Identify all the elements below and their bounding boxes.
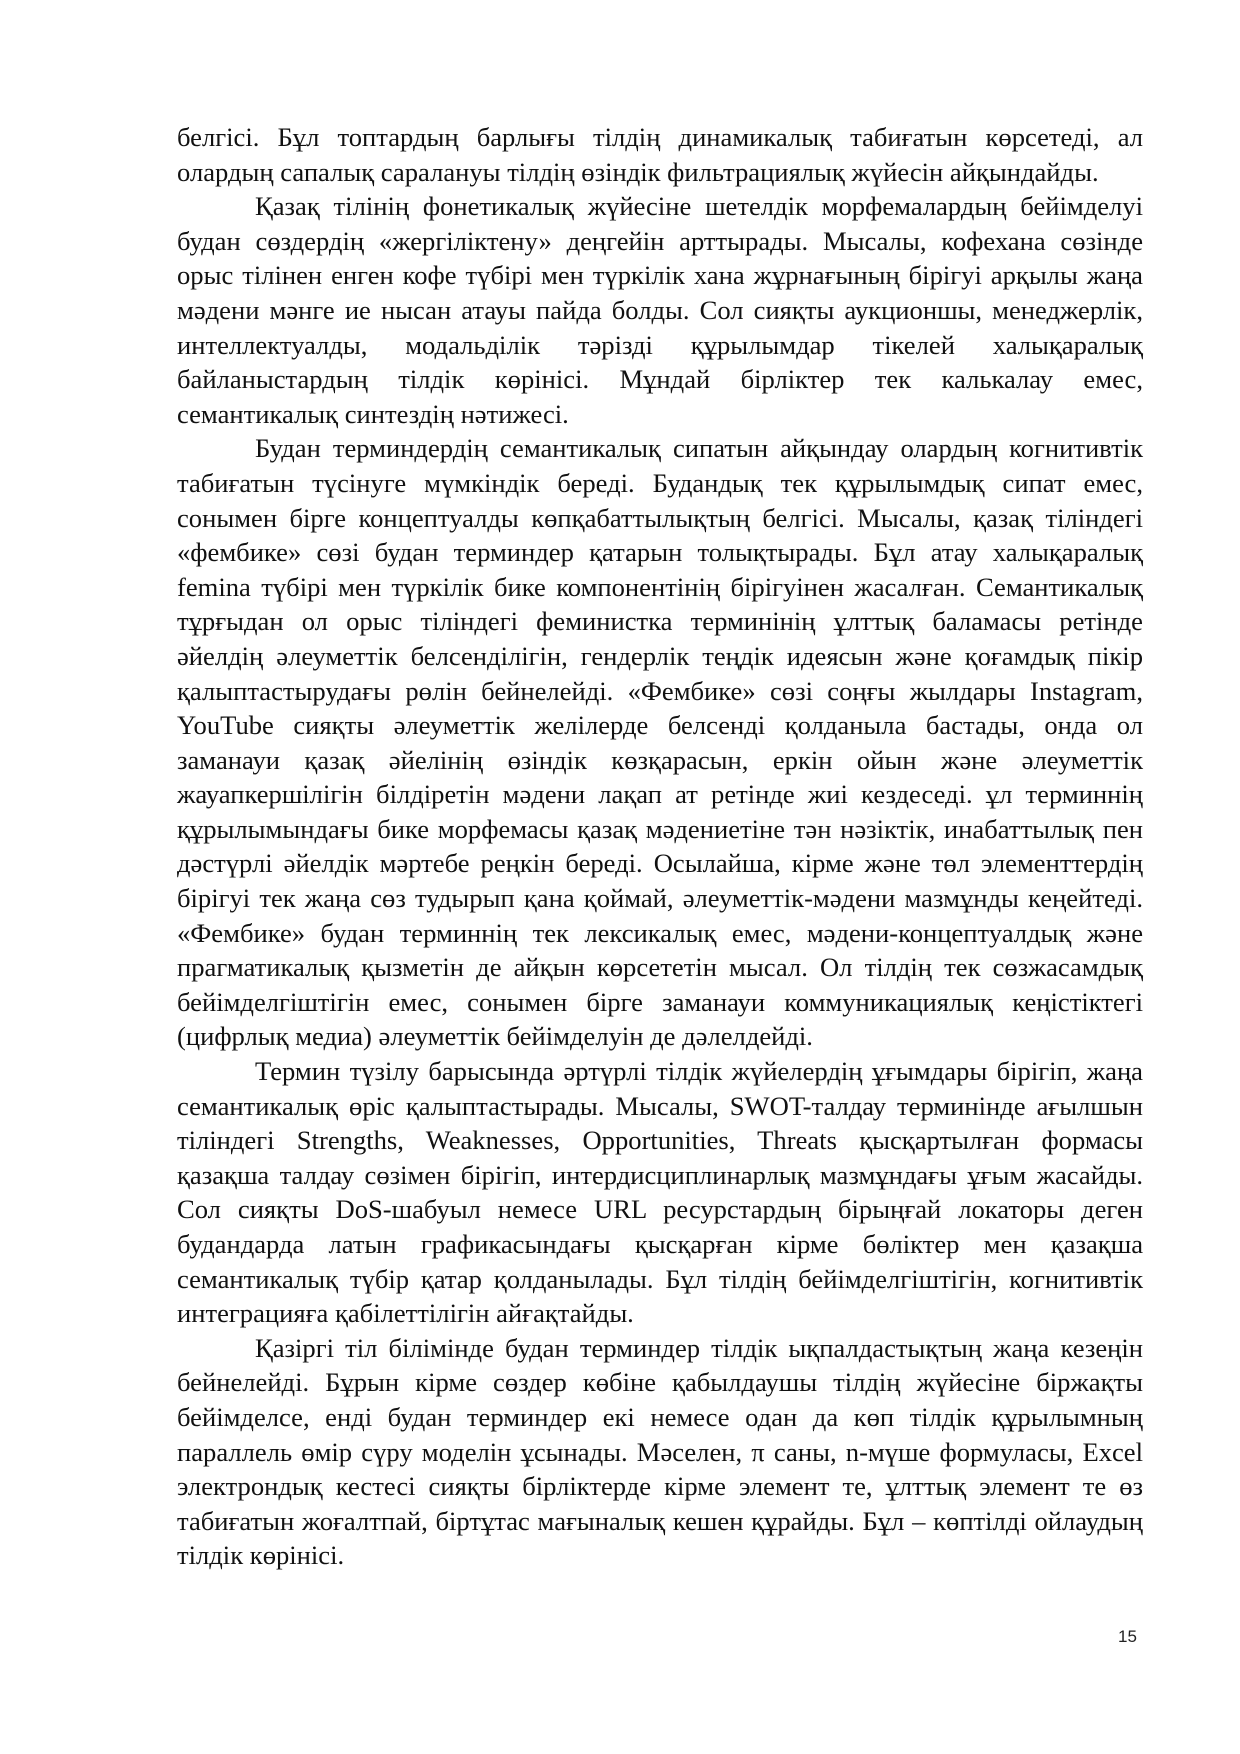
paragraph: Будан терминдердің семантикалық сипатын айқындау олардың когнитивтік табиғатын түсінуге мүмкіндік береді. Будандық тек құрылымдық сипат емес, сонымен бірге концептуалды көпқабаттылықтың белгісі. Мысалы, қазақ тіліндегі «фембике» сөзі будан терминдер қатарын толықтырады. Бұл атау халықаралық femina түбірі мен түркілік бике компонентінің бірігуінен жасалған. Семантикалық тұрғыдан ол орыс тіліндегі феминистка терминінің ұлттық баламасы ретінде әйелдің әлеуметтік белсенділігін, гендерлік теңдік идеясын және қоғамдық пікір қалыптастырудағы рөлін бейнелейді. «Фембике» сөзі соңғы жылдары Instagram, YouTube сияқты әлеуметтік желілерде белсенді қолданыла бастады, онда ол заманауи қазақ әйелінің өзіндік көзқарасын, еркін ойын және әлеуметтік жауапкершілігін білдіретін мәдени лақап ат ретінде жиі кездеседі. ұл терминнің құрылымындағы бике морфемасы қазақ мәдениетіне тән нәзіктік, инабаттылық пен дәстүрлі әйелдік мәртебе реңкін береді. Осылайша, кірме және төл элементтердің бірігуі тек жаңа сөз тудырып қана қоймай, әлеуметтік-мәдени мазмұнды кеңейтеді. «Фембике» будан терминнің тек лексикалық емес, мәдени-концептуалдық және прагматикалық қызметін де айқын көрсететін мысал. Ол тілдің тек сөзжасамдық бейімделгіштігін емес, сонымен бірге заманауи коммуникациялық кеңістіктегі (цифрлық медиа) әлеуметтік бейімделуін де дәлелдейді.	[177, 433, 1143, 1052]
paragraph: Қазіргі тіл білімінде будан терминдер тілдік ықпалдастықтың жаңа кезеңін бейнелейді. Бұрын кірме сөздер көбіне қабылдаушы тілдің жүйесіне біржақты бейімделсе, енді будан терминдер екі немесе одан да көп тілдік құрылымның параллель өмір сүру моделін ұсынады. Мәселен, π саны, n-мүше формуласы, Excel электрондық кестесі сияқты бірліктерде кірме элемент те, ұлттық элемент те өз табиғатын жоғалтпай, біртұтас мағыналық кешен құрайды. Бұл – көптілді ойлаудың тілдік көрінісі.	[177, 1332, 1143, 1571]
page-number: 15	[1118, 1627, 1137, 1646]
paragraph: Термин түзілу барысында әртүрлі тілдік жүйелердің ұғымдары бірігіп, жаңа семантикалық өріс қалыптастырады. Мысалы, SWOT-талдау терминінде ағылшын тіліндегі Strengths, Weaknesses, Opportunities, Threats қысқартылған формасы қазақша талдау сөзімен бірігіп, интердисциплинарлық мазмұндағы ұғым жасайды. Сол сияқты DoS-шабуыл немесе URL ресурстардың бірыңғай локаторы деген будандарда латын графикасындағы қысқарған кірме бөліктер мен қазақша семантикалық түбір қатар қолданылады. Бұл тілдің бейімделгіштігін, когнитивтік интеграцияға қабілеттілігін айғақтайды.	[177, 1056, 1143, 1329]
paragraph-continuation: белгісі. Бұл топтардың барлығы тілдің динамикалық табиғатын көрсетеді, ал олардың сапалық саралануы тілдің өзіндік фильтрациялық жүйесін айқындайды.	[177, 122, 1143, 187]
document-body	[177, 120, 1143, 1573]
paragraph: Қазақ тілінің фонетикалық жүйесіне шетелдік морфемалардың бейімделуі будан сөздердің «жергіліктену» деңгейін арттырады. Мысалы, кофехана сөзінде орыс тілінен енген кофе түбірі мен түркілік хана жұрнағының бірігуі арқылы жаңа мәдени мәнге ие нысан атауы пайда болды. Сол сияқты аукционшы, менеджерлік, интеллектуалды, модальділік тәрізді құрылымдар тікелей халықаралық байланыстардың тілдік көрінісі. Мұндай бірліктер тек калькалау емес, семантикалық синтездің нәтижесі.	[177, 191, 1143, 429]
